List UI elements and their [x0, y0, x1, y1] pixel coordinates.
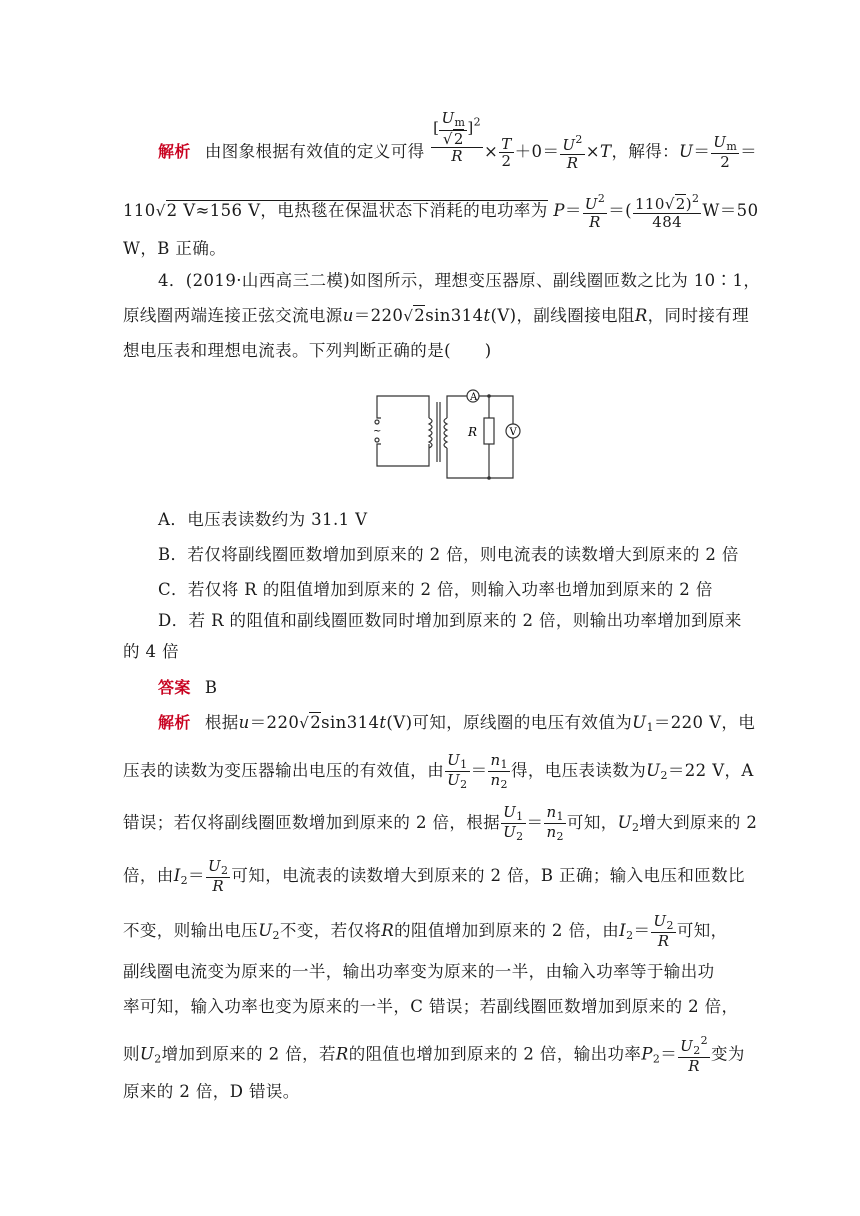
secondary-top-wire [447, 396, 467, 418]
secondary-coil [444, 418, 447, 448]
transformer-circuit-diagram [369, 382, 521, 482]
resistor-label: R [468, 425, 478, 439]
resistor-R [484, 418, 494, 444]
option-c: C．若仅将 R 的阻值增加到原来的 2 倍，则输入功率也增加到原来的 2 倍 [158, 580, 713, 599]
option-d: D．若 R 的阻值和副线圈匝数同时增加到原来的 2 倍，则输出功率增加到原来 [158, 611, 742, 630]
analysis2-line1: 解析 根据u＝220√2sin314t(V)可知，原线圈的电压有效值为$U_1=220$ V，电 [158, 713, 756, 734]
analysis2-line7: 率可知，输入功率也变为原来的一半，C 错误；若副线圈匝数增加到原来的 2 倍， [123, 997, 739, 1016]
answer-line [158, 676, 739, 700]
formula-fraction: [ $\frac{U_m}{√2}$ ]$^2$ R [433, 109, 481, 166]
option-b: B．若仅将副线圈匝数增加到原来的 2 倍，则电流表的读数增大到原来的 2 倍 [158, 545, 739, 564]
option-a: A．电压表读数约为 31.1 V [158, 510, 368, 529]
analysis2-line8: 则$U_2$增加到原来的 2 倍，若R的阻值也增加到原来的 2 倍，输出功率$P_2=$ $\frac{U_2^2}{R}$ 变为 [123, 1034, 745, 1076]
analysis-tag: 解析 [158, 713, 191, 732]
analysis2-line4: 倍，由$I_2=$ $\frac{U_2}{R}$ 可知，电流表的读数增大到原来的 2 倍，B 正确；输入电压和匝数比 [123, 857, 745, 896]
analysis1-line1: 解析 由图象根据有效值的定义可得 [ $\frac{U_m}{√2}$ ]$^2$ R × $\frac{T}{2}$ ＋0＝ $\frac{U^2}{R}$ ×T，解得：U＝ $\frac{U_m}{2}$ ＝ [158, 109, 758, 172]
question-line3: 想电压表和理想电流表。下列判断正确的是( ) [123, 341, 492, 360]
ammeter-label: A [470, 392, 478, 403]
primary-bottom-wire [377, 444, 429, 466]
voltmeter-label: V [509, 427, 517, 438]
analysis2-line3: 错误；若仅将副线圈匝数增加到原来的 2 倍，根据 $\frac{U_1}{U_2}$ ＝ $\frac{n_1}{n_2}$ 可知，$U_2$增大到原来的 2 [123, 803, 758, 844]
analysis1-line2: 110√2 V≈156 V，电热毯在保温状态下消耗的电功率为 P＝ $\frac{U^2}{R}$ ＝( $\frac{110√2)^2}{484}$ W＝50 [123, 192, 759, 231]
analysis2-line5: 不变，则输出电压$U_2$不变，若仅将R的阻值增加到原来的 2 倍，由$I_2=$ $\frac{U_2}{R}$ 可知， [123, 912, 728, 951]
analysis1-line3: W，B 正确。 [123, 239, 227, 258]
analysis2-line6: 副线圈电流变为原来的一半，输出功率变为原来的一半，由输入功率等于输出功 [123, 962, 715, 981]
answer-value: B [204, 678, 218, 697]
analysis2-line9: 原来的 2 倍，D 错误。 [123, 1082, 300, 1101]
analysis2-line2: 压表的读数为变压器输出电压的有效值，由 $\frac{U_1}{U_2}$ ＝ $\frac{n_1}{n_2}$ 得，电压表读数为$U_2=22$ V，A [123, 751, 754, 792]
ac-source-symbol: ~ [373, 426, 382, 437]
primary-top-wire [377, 396, 429, 418]
answer-tag: 答案 [158, 678, 191, 697]
question-line2: 原线圈两端连接正弦交流电源u＝220√2sin314t(V)，副线圈接电阻R，同时接有理 [123, 306, 750, 325]
option-d-cont: 的 4 倍 [123, 642, 179, 661]
question-line1: 4．(2019·山西高三二模)如图所示，理想变压器原、副线圈匝数之比为 10∶1， [158, 271, 761, 290]
secondary-bottom-wire [447, 396, 513, 478]
primary-coil [429, 418, 432, 448]
analysis-tag: 解析 [158, 142, 191, 161]
